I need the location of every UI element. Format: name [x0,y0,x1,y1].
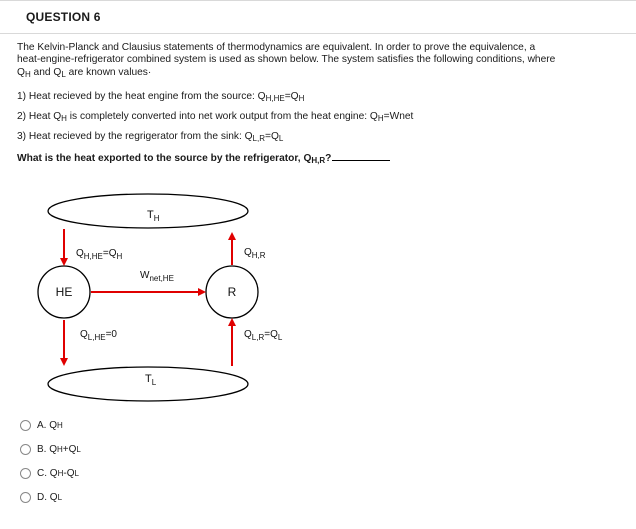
intro-line-2: heat-engine-refrigerator combined system is used as shown below. The system satisfies the following conditions, where [17,54,556,65]
text: =Wnet [383,111,414,122]
question-title: QUESTION 6 [26,10,101,24]
qhr-label: $Q_{H,R}$ [244,247,266,260]
text: are known values· [65,67,152,78]
subscript: H [377,114,384,123]
q-symbol: Q [68,444,77,455]
subscript: L,R [252,134,265,143]
option-letter: C. [37,468,47,479]
text: 2) Heat Q [17,111,62,122]
text: =Q [284,91,299,102]
subscript: H [57,469,64,478]
qlr-label: $Q_{L,R}=Q_L$ [244,329,283,342]
subscript: H [24,70,31,79]
heat-engine-label: HE [55,285,73,299]
operator: - [63,468,67,479]
option-d[interactable] [20,492,62,503]
q-symbol: Q [49,468,58,479]
subscript: H [61,114,67,123]
operator: + [62,444,69,455]
subscript: H [57,421,63,430]
option-b[interactable] [20,444,81,455]
source-temp-label: $T_H$ [147,209,160,223]
qhhe-label: $Q_{H,HE}=Q_H$ [76,248,123,261]
intro-line-1: The Kelvin-Planck and Clausius statements of thermodynamics are equivalent. In order to prove the equivalence, a [17,42,536,53]
radio-button[interactable] [20,420,31,431]
radio-button[interactable] [20,444,31,455]
text: 3) Heat recieved by the regrigerator from the sink: Q [17,131,253,142]
radio-button[interactable] [20,468,31,479]
option-a[interactable] [20,420,63,431]
refrigerator-label: R [227,285,237,299]
wnet-label: $W_{net,HE}$ [140,270,174,283]
option-letter: B. [37,444,47,455]
text: What is the heat exported to the source by the refrigerator, Q [17,153,312,164]
option-letter: A. [37,420,47,431]
subscript: L [76,445,81,454]
text: ? [325,153,332,164]
subscript: L [74,469,79,478]
subscript: H,R [311,156,326,165]
text: 1) Heat recieved by the heat engine from the source: Q [17,91,266,102]
q-symbol: Q [49,492,58,503]
option-c[interactable] [20,468,79,479]
subscript: L [61,70,66,79]
q-symbol: Q [17,67,25,78]
text: and Q [30,67,62,78]
subscript: L [57,493,63,502]
subscript: L [278,134,284,143]
radio-button[interactable] [20,492,31,503]
q-symbol: Q [66,468,75,479]
sink-temp-label: $T_L$ [145,373,157,387]
text: is completely converted into net work output from the heat engine: Q [66,111,378,122]
option-letter: D. [37,492,47,503]
subscript: H [57,445,63,454]
text: =Q [265,131,279,142]
q-symbol: Q [49,420,58,431]
q-symbol: Q [49,444,58,455]
subscript: H [298,94,305,103]
subscript: H,HE [265,94,285,103]
qlhe-label: $Q_{L,HE}=0$ [80,329,117,342]
